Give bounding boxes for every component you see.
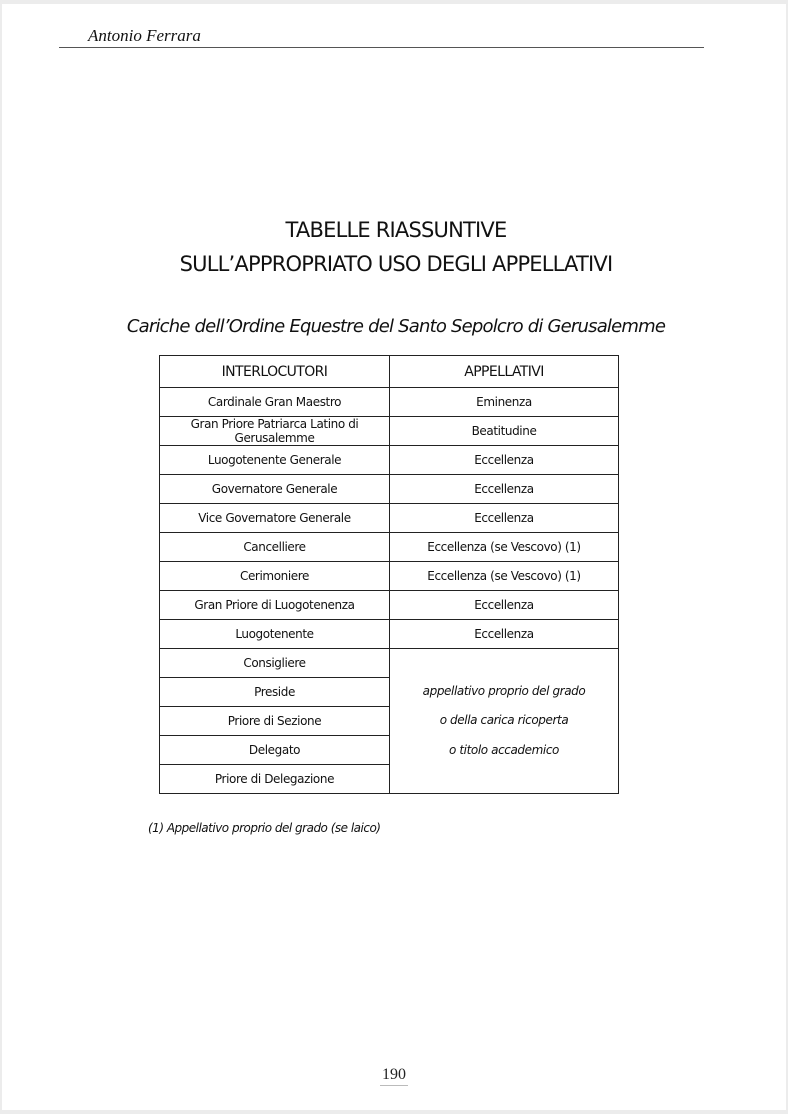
cell-appellativo: Eccellenza [390, 446, 619, 475]
cell-interlocutore: Luogotenente [160, 620, 390, 649]
column-header-interlocutori: INTERLOCUTORI [160, 356, 390, 388]
table-row [160, 562, 619, 591]
appellativi-table [159, 355, 619, 794]
cell-interlocutore: Cardinale Gran Maestro [160, 388, 390, 417]
cell-interlocutore: Gran Priore Patriarca Latino di Gerusalemme [160, 417, 390, 446]
cell-interlocutore: Preside [160, 678, 390, 707]
page-title-line-1: TABELLE RIASSUNTIVE [285, 218, 507, 242]
cell-appellativo: Eccellenza (se Vescovo) (1) [390, 533, 619, 562]
cell-interlocutore: Governatore Generale [160, 475, 390, 504]
cell-appellativo-merged [390, 649, 619, 794]
cell-interlocutore: Consigliere [160, 649, 390, 678]
cell-interlocutore: Priore di Delegazione [160, 765, 390, 794]
cell-interlocutore: Cerimoniere [160, 562, 390, 591]
table-row [160, 388, 619, 417]
page-number: 190 [382, 1066, 406, 1083]
cell-interlocutore: Delegato [160, 736, 390, 765]
header-rule [59, 47, 704, 48]
table-caption: Cariche dell’Ordine Equestre del Santo Sepolcro di Gerusalemme [126, 316, 666, 337]
cell-appellativo: Eccellenza (se Vescovo) (1) [390, 562, 619, 591]
footnote: (1) Appellativo proprio del grado (se laico) [148, 821, 381, 835]
cell-appellativo: Eccellenza [390, 591, 619, 620]
cell-interlocutore: Cancelliere [160, 533, 390, 562]
cell-appellativo: Eccellenza [390, 504, 619, 533]
column-header-appellativi: APPELLATIVI [390, 356, 619, 388]
cell-interlocutore: Luogotenente Generale [160, 446, 390, 475]
cell-appellativo: Beatitudine [390, 417, 619, 446]
cell-appellativo: Eminenza [390, 388, 619, 417]
table-row [160, 446, 619, 475]
merged-appellativo-line: o titolo accademico [449, 742, 559, 757]
running-head-author: Antonio Ferrara [88, 26, 201, 45]
table-row [160, 417, 619, 446]
table-row [160, 591, 619, 620]
page-number-rule [380, 1085, 408, 1086]
table-row [160, 504, 619, 533]
cell-appellativo: Eccellenza [390, 475, 619, 504]
table-row [160, 649, 619, 678]
cell-interlocutore: Gran Priore di Luogotenenza [160, 591, 390, 620]
page-title-line-2: SULL’APPROPRIATO USO DEGLI APPELLATIVI [179, 252, 613, 276]
merged-appellativo-line: o della carica ricoperta [439, 713, 569, 728]
merged-appellativo-line: appellativo proprio del grado [422, 683, 586, 698]
table-row [160, 533, 619, 562]
table-row [160, 620, 619, 649]
cell-appellativo: Eccellenza [390, 620, 619, 649]
table-row [160, 475, 619, 504]
cell-interlocutore: Vice Governatore Generale [160, 504, 390, 533]
cell-interlocutore: Priore di Sezione [160, 707, 390, 736]
table-header-row [160, 356, 619, 388]
